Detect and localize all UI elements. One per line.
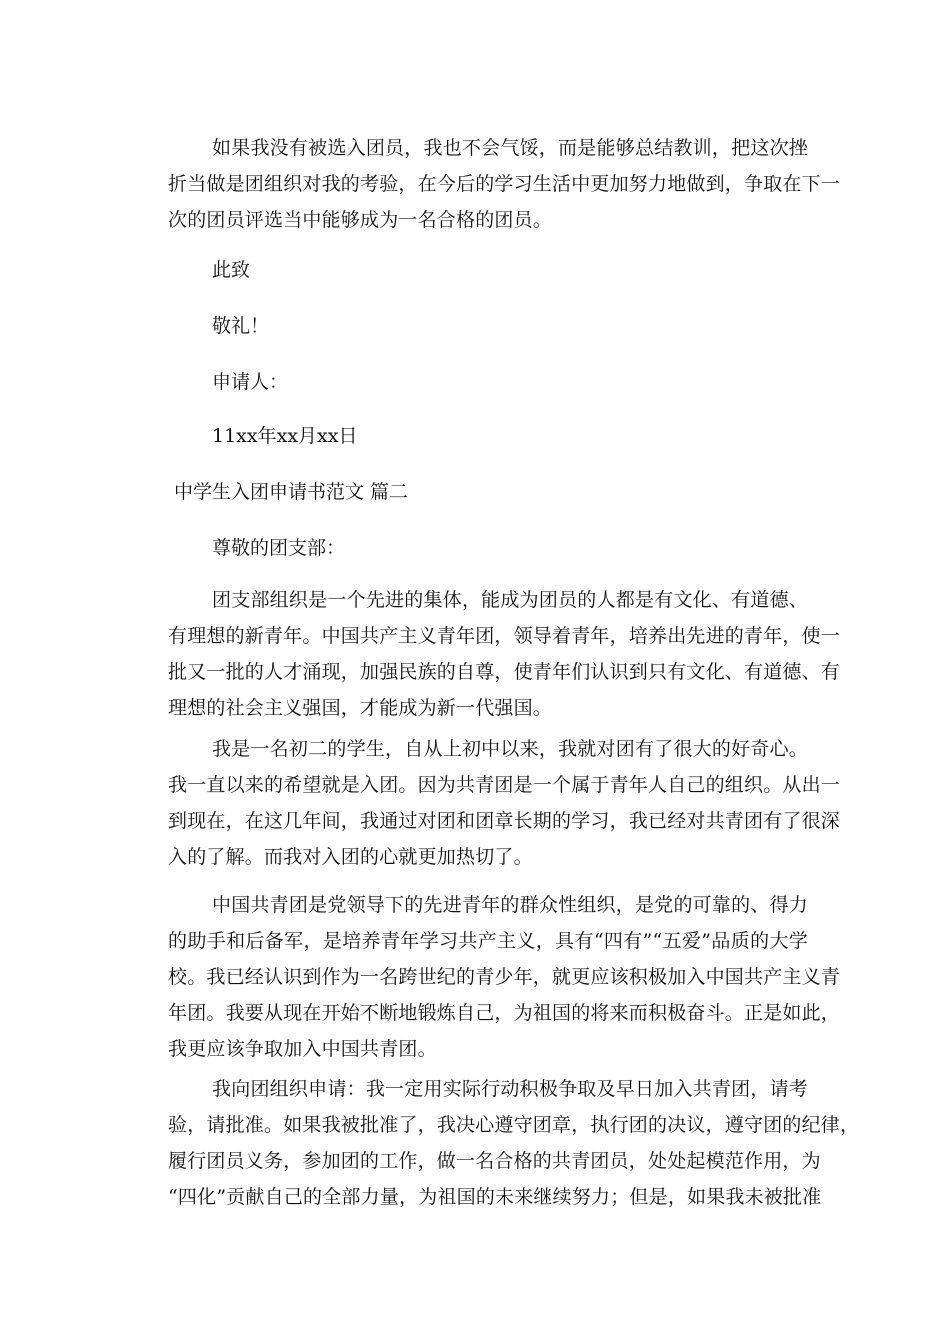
paragraph-4-line-5: 我更应该争取加入中国共青团。: [168, 1038, 437, 1060]
paragraph-3: [168, 731, 841, 875]
greeting: 尊敬的团支部：: [212, 537, 346, 559]
paragraph-4-line-2: 的助手和后备军，是培养青年学习共产主义，具有“四有”“五爱”品质的大学: [168, 930, 808, 952]
paragraph-3-line-3: 到现在，在这几年间，我通过对团和团章长期的学习，我已经对共青团有了很深: [168, 810, 841, 832]
paragraph-4-line-4: 年团。我要从现在开始不断地锻炼自己，为祖国的将来而积极奋斗。正是如此，: [168, 1002, 841, 1024]
applicant-label: 申请人：: [212, 371, 289, 393]
paragraph-3-line-1: 我是一名初二的学生，自从上初中以来，我就对团有了很大的好奇心。: [212, 738, 808, 760]
paragraph-5-line-1: 我向团组织申请：我一定用实际行动积极争取及早日加入共青团，请考: [212, 1078, 808, 1100]
paragraph-5-line-4: “四化”贡献自己的全部力量，为祖国的未来继续努力；但是，如果我未被批准: [168, 1186, 822, 1208]
paragraph-1-line-1: 如果我没有被选入团员，我也不会气馁，而是能够总结教训，把这次挫: [212, 137, 808, 159]
paragraph-1: [168, 130, 841, 238]
paragraph-3-line-2: 我一直以来的希望就是入团。因为共青团是一个属于青年人自己的组织。从出一: [168, 774, 841, 796]
paragraph-1-line-2: 折当做是团组织对我的考验，在今后的学习生活中更加努力地做到，争取在下一: [168, 173, 841, 195]
paragraph-5-line-3: 履行团员义务，参加团的工作，做一名合格的共青团员，处处起模范作用，为: [168, 1150, 821, 1172]
closing-salutation: 此致: [212, 259, 251, 281]
paragraph-2-line-2: 有理想的新青年。中国共产主义青年团，领导着青年，培养出先进的青年，使一: [168, 625, 841, 647]
application-date: 11xx年xx月xx日: [212, 425, 358, 447]
paragraph-5: [168, 1071, 860, 1215]
paragraph-1-line-3: 次的团员评选当中能够成为一名合格的团员。: [168, 209, 553, 231]
section-title: 中学生入团申请书范文 篇二: [174, 481, 409, 503]
paragraph-3-line-4: 入的了解。而我对入团的心就更加热切了。: [168, 846, 533, 868]
paragraph-4-line-3: 校。我已经认识到作为一名跨世纪的青少年，就更应该积极加入中国共产主义青: [168, 966, 841, 988]
closing-respect: 敬礼！: [212, 315, 270, 337]
paragraph-4: [168, 887, 841, 1067]
paragraph-2-line-4: 理想的社会主义强国，才能成为新一代强国。: [168, 697, 553, 719]
paragraph-2-line-1: 团支部组织是一个先进的集体，能成为团员的人都是有文化、有道德、: [212, 589, 808, 611]
paragraph-2: [168, 582, 841, 726]
paragraph-5-line-2: 验，请批准。如果我被批准了，我决心遵守团章，执行团的决议，遵守团的纪律，: [168, 1114, 860, 1136]
paragraph-2-line-3: 批又一批的人才涌现，加强民族的自尊，使青年们认识到只有文化、有道德、有: [168, 661, 841, 683]
paragraph-4-line-1: 中国共青团是党领导下的先进青年的群众性组织，是党的可靠的、得力: [212, 894, 808, 916]
